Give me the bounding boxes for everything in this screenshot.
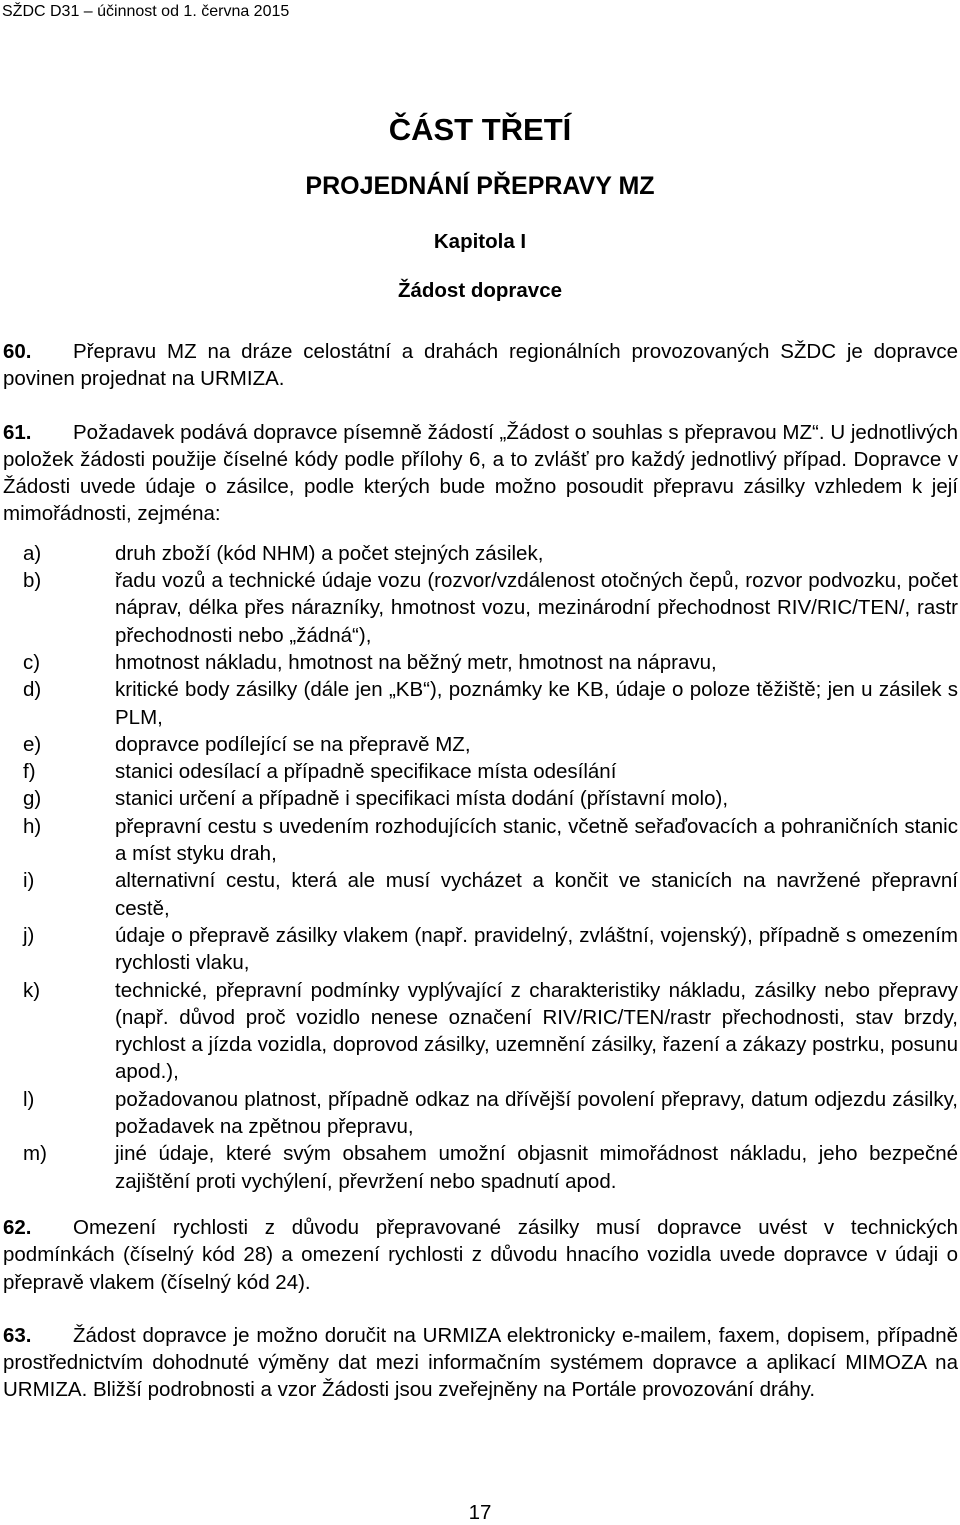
paragraph-text: Omezení rychlosti z důvodu přepravované zásilky musí dopravce uvést v technických podmínkách (číselný kód 28) a omezení rychlosti z důvodu hnacího vozidla uvede dopravce v údaji o přepravě vlakem (číselný kód 24).	[3, 1215, 958, 1294]
list-marker: a)	[23, 541, 42, 565]
list-marker: c)	[23, 650, 41, 674]
paragraph-61	[3, 419, 958, 528]
list-marker: l)	[23, 1087, 35, 1111]
document-body	[3, 338, 958, 1404]
list-item-text: alternativní cestu, která ale musí vycházet a končit ve stanicích na navržené přepravní cestě,	[115, 869, 958, 920]
list-item	[3, 540, 958, 567]
paragraph-number: 62.	[3, 1215, 32, 1239]
list-item	[3, 676, 958, 731]
paragraph-60	[3, 338, 958, 393]
list-item-text: přepravní cestu s uvedením rozhodujících stanic, včetně seřaďovacích a pohraničních stanic a míst styku drah,	[115, 814, 958, 866]
list-marker: h)	[23, 814, 42, 838]
list-marker: e)	[23, 732, 42, 756]
chapter-subtitle: Žádost dopravce	[397, 279, 563, 302]
section-title: PROJEDNÁNÍ PŘEPRAVY MZ	[305, 172, 655, 200]
list-marker: m)	[23, 1142, 47, 1166]
list-item-text: údaje o přepravě zásilky vlakem (např. pravidelný, zvláštní, vojenský), případně s omezením rychlosti vlaku,	[115, 923, 958, 975]
list-item	[3, 731, 958, 758]
paragraph-number: 61.	[3, 420, 32, 444]
list-item-text: jiné údaje, které svým obsahem umožní objasnit mimořádnost nákladu, jeho bezpečné zajištění proti vychýlení, převržení nebo spadnutí apod.	[115, 1142, 958, 1193]
page-number: 17	[468, 1501, 492, 1524]
chapter-title: Kapitola I	[433, 230, 527, 253]
requirements-list	[3, 540, 958, 1195]
list-item	[3, 977, 958, 1086]
paragraph-62	[3, 1214, 958, 1296]
list-marker: k)	[23, 978, 41, 1002]
paragraph-text: Požadavek podává dopravce písemně žádostí „Žádost o souhlas s přepravou MZ“. U jednotlivých položek žádosti použije číselné kódy podle přílohy 6, a to zvlášť pro každý jednotlivý případ. Dopravce v Žádosti uvede údaje o zásilce, podle kterých bude možno posoudit přepravu zásilky vzhledem k její mimořádnosti, zejména:	[3, 420, 958, 526]
list-marker: j)	[23, 923, 35, 947]
paragraph-text: Přepravu MZ na dráze celostátní a drahách regionálních provozovaných SŽDC je dopravce povinen projednat na URMIZA.	[3, 340, 958, 391]
list-item-text: řadu vozů a technické údaje vozu (rozvor/vzdálenost otočných čepů, rozvor podvozku, počet náprav, délka přes nárazníky, hmotnost vozu, mezinárodní přechodnost RIV/RIC/TEN/, rastr přechodnosti nebo „žádná“),	[115, 569, 958, 647]
list-item-text: druh zboží (kód NHM) a počet stejných zásilek,	[115, 541, 544, 565]
list-marker: f)	[23, 760, 36, 784]
list-item-text: dopravce podílející se na přepravě MZ,	[115, 732, 471, 756]
list-item	[3, 758, 958, 785]
list-item-text: hmotnost nákladu, hmotnost na běžný metr, hmotnost na nápravu,	[115, 650, 717, 674]
paragraph-number: 60.	[3, 340, 32, 363]
list-item-text: požadovanou platnost, případně odkaz na dřívější povolení přepravy, datum odjezdu zásilky, požadavek na zpětnou přepravu,	[115, 1087, 958, 1139]
list-marker: b)	[23, 569, 42, 593]
document-header: SŽDC D31 – účinnost od 1. června 2015	[2, 3, 290, 20]
list-item	[3, 922, 958, 977]
list-marker: i)	[23, 869, 35, 893]
list-marker: d)	[23, 678, 42, 702]
list-item	[3, 1140, 958, 1195]
list-item	[3, 1086, 958, 1141]
paragraph-text: Žádost dopravce je možno doručit na URMIZA elektronicky e-mailem, faxem, dopisem, případně prostřednictvím dohodnuté výměny dat mezi informačním systémem dopravce a aplikací MIMOZA na URMIZA. Bližší podrobnosti a vzor Žádosti jsou zveřejněny na Portále provozování dráhy.	[3, 1323, 958, 1402]
list-item-text: technické, přepravní podmínky vyplývající z charakteristiky nákladu, zásilky nebo přepravy (např. důvod proč vozidlo nenese označení RIV/RIC/TEN/rastr přechodnosti, stav brzdy, rychlost a jízda vozidla, doprovod zásilky, uzemnění zásilky, řazení a zákazy postrku, posunu apod.),	[115, 978, 958, 1084]
list-item-text: stanici určení a případně i specifikaci místa dodání (přístavní molo),	[115, 787, 729, 811]
list-item-text: stanici odesílací a případně specifikace místa odesílání	[115, 760, 617, 784]
part-title: ČÁST TŘETÍ	[388, 112, 572, 147]
list-item	[3, 813, 958, 868]
list-item	[3, 867, 958, 922]
paragraph-63	[3, 1322, 958, 1404]
list-item	[3, 785, 958, 812]
list-item-text: kritické body zásilky (dále jen „KB“), poznámky ke KB, údaje o poloze těžiště; jen u zásilek s PLM,	[115, 678, 958, 729]
list-marker: g)	[23, 787, 42, 811]
list-item	[3, 649, 958, 676]
paragraph-number: 63.	[3, 1323, 32, 1347]
list-item	[3, 567, 958, 649]
